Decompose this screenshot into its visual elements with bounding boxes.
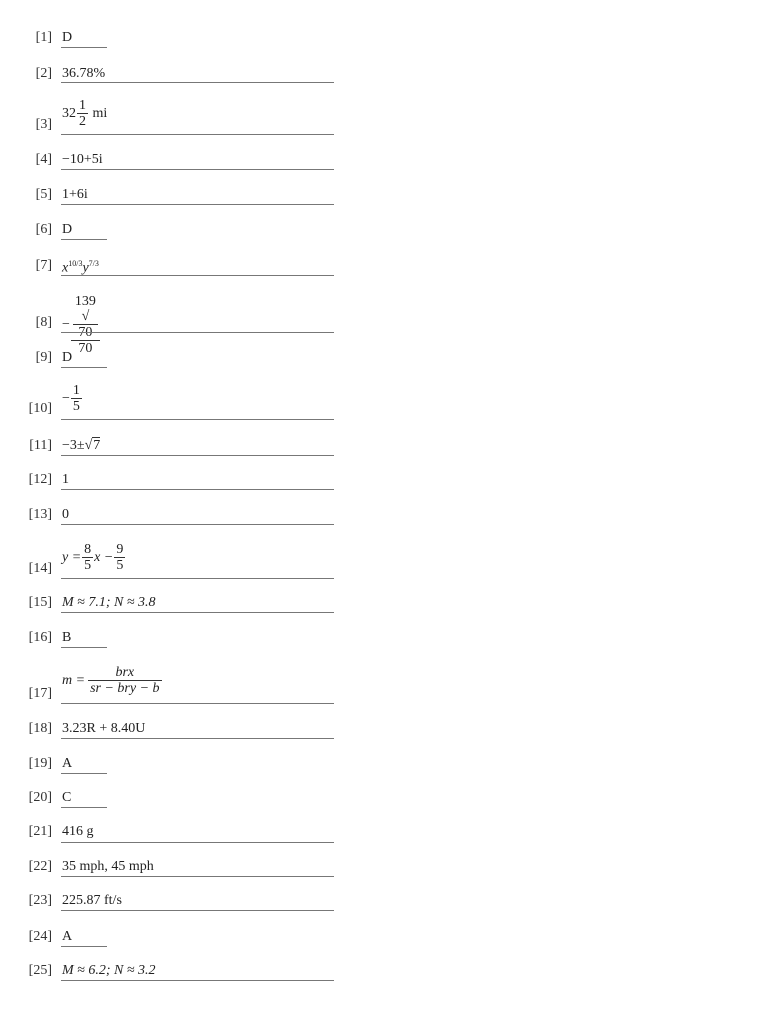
item-7-exp-x: 10/3 xyxy=(68,259,83,268)
item-21-number: [21] xyxy=(28,824,52,839)
item-25-number: [25] xyxy=(28,963,52,978)
item-5-underline xyxy=(61,204,334,205)
item-14-num2: 9 xyxy=(116,542,124,557)
item-24-underline xyxy=(61,946,107,947)
item-24-number: [24] xyxy=(28,929,52,944)
item-23-number: [23] xyxy=(28,893,52,908)
item-9-underline xyxy=(61,367,107,368)
item-25-answer: M ≈ 6.2; N ≈ 3.2 xyxy=(62,963,156,978)
item-14-num1: 8 xyxy=(84,542,92,557)
item-12-underline xyxy=(61,489,334,490)
item-12-number: [12] xyxy=(28,472,52,487)
item-7-underline xyxy=(61,275,334,276)
item-4-underline xyxy=(61,169,334,170)
item-8-underline xyxy=(61,332,334,333)
item-7-exp-y: 7/3 xyxy=(88,259,99,268)
item-19-number: [19] xyxy=(28,756,52,771)
item-17-lhs: m = xyxy=(62,672,86,688)
item-14-den1: 5 xyxy=(84,558,92,573)
item-14-den2: 5 xyxy=(116,558,124,573)
item-20-answer: C xyxy=(62,790,72,805)
item-10-underline xyxy=(61,419,334,420)
item-7-base-y: y xyxy=(82,260,89,276)
item-2-underline xyxy=(61,82,334,83)
item-4-answer: −10+5i xyxy=(62,152,103,167)
item-3-whole: 32 xyxy=(62,105,76,121)
item-6-underline xyxy=(61,239,107,240)
item-8-answer: − 139 √ 70 70 xyxy=(62,294,101,356)
item-8-number: [8] xyxy=(35,315,52,330)
item-16-number: [16] xyxy=(28,630,52,645)
item-9-number: [9] xyxy=(35,350,52,365)
item-22-number: [22] xyxy=(28,859,52,874)
item-24-answer: A xyxy=(62,929,73,944)
item-1-number: [1] xyxy=(35,30,52,45)
item-14-number: [14] xyxy=(28,561,52,576)
item-9-answer: D xyxy=(62,350,73,365)
item-4-number: [4] xyxy=(35,152,52,167)
item-16-answer: B xyxy=(62,630,72,645)
item-13-underline xyxy=(61,524,334,525)
item-3-underline xyxy=(61,134,334,135)
item-8-num-coef: 139 xyxy=(74,294,96,309)
item-2-number: [2] xyxy=(35,66,52,81)
item-10-sign: − xyxy=(62,390,70,406)
item-21-answer: 416 g xyxy=(62,824,94,839)
item-17-numerator: brx xyxy=(88,665,161,681)
item-15-underline xyxy=(61,612,334,613)
item-6-answer: D xyxy=(62,222,73,237)
item-11-underline xyxy=(61,455,334,456)
item-23-answer: 225.87 ft/s xyxy=(62,893,122,908)
item-5-number: [5] xyxy=(35,187,52,202)
item-3-answer xyxy=(62,98,107,129)
item-10-answer xyxy=(62,383,83,414)
item-22-answer: 35 mph, 45 mph xyxy=(62,859,154,874)
item-7-base-x: x xyxy=(62,260,69,276)
item-10-numerator: 1 xyxy=(72,383,80,398)
item-6-number: [6] xyxy=(35,222,52,237)
item-8-denominator: 70 xyxy=(78,341,93,356)
item-14-lhs: y = xyxy=(62,549,82,565)
item-14-underline xyxy=(61,578,334,579)
item-15-number: [15] xyxy=(28,595,52,610)
item-12-answer: 1 xyxy=(62,472,69,487)
item-18-number: [18] xyxy=(28,721,52,736)
item-7-answer xyxy=(62,256,99,277)
item-17-number: [17] xyxy=(28,686,52,701)
item-22-underline xyxy=(61,876,334,877)
item-3-unit: mi xyxy=(92,105,108,121)
item-3-number: [3] xyxy=(35,117,52,132)
item-11-radicand: 7 xyxy=(93,438,101,453)
item-17-answer xyxy=(62,665,165,696)
item-10-number: [10] xyxy=(28,401,52,416)
item-19-underline xyxy=(61,773,107,774)
item-19-answer: A xyxy=(62,756,73,771)
item-14-answer xyxy=(62,542,126,573)
item-8-num-radicand: 70 xyxy=(73,324,98,340)
item-20-underline xyxy=(61,807,107,808)
item-13-number: [13] xyxy=(28,507,52,522)
item-25-underline xyxy=(61,980,334,981)
item-11-number: [11] xyxy=(29,438,52,453)
item-2-answer: 36.78% xyxy=(62,66,106,81)
item-8-sign: − xyxy=(62,317,70,332)
item-3-numerator: 1 xyxy=(79,98,86,113)
item-18-underline xyxy=(61,738,334,739)
item-21-underline xyxy=(61,842,334,843)
item-18-answer: 3.23R + 8.40U xyxy=(62,721,146,736)
item-14-var: x − xyxy=(94,549,114,565)
item-23-underline xyxy=(61,910,334,911)
item-13-answer: 0 xyxy=(62,507,69,522)
item-15-answer: M ≈ 7.1; N ≈ 3.8 xyxy=(62,595,156,610)
item-3-denominator: 2 xyxy=(79,114,86,129)
item-1-answer: D xyxy=(62,30,73,45)
item-11-prefix: −3±√ xyxy=(62,438,93,453)
item-5-answer: 1+6i xyxy=(62,187,88,202)
item-11-answer xyxy=(62,438,100,454)
item-17-underline xyxy=(61,703,334,704)
item-7-number: [7] xyxy=(35,258,52,273)
item-17-denominator: sr − bry − b xyxy=(90,681,160,696)
item-10-denominator: 5 xyxy=(72,399,80,414)
item-1-underline xyxy=(61,47,107,48)
item-16-underline xyxy=(61,647,107,648)
item-20-number: [20] xyxy=(28,790,52,805)
